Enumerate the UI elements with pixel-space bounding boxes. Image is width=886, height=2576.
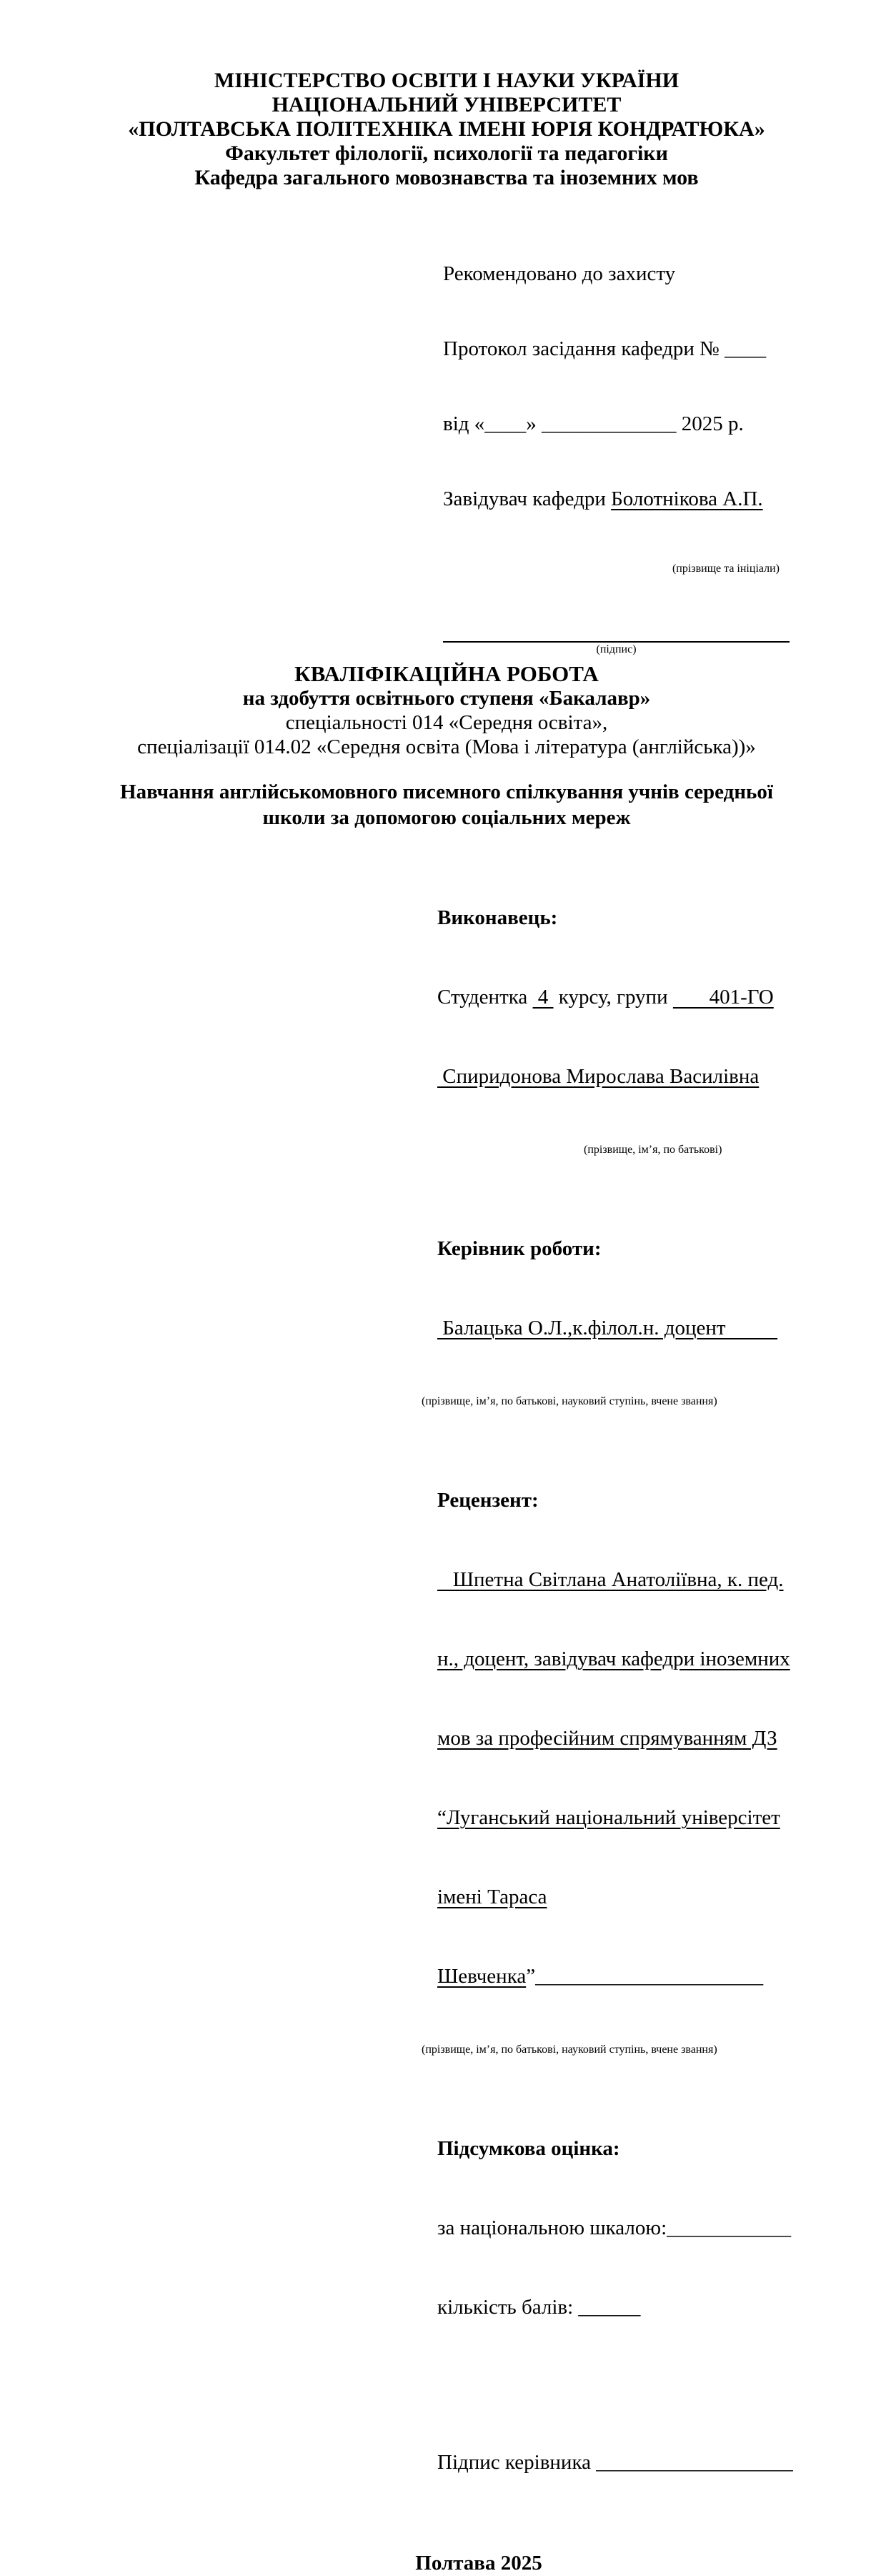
- work-type-block: [107, 662, 786, 759]
- student-course: 4: [532, 986, 554, 1009]
- recommended-line: Рекомендовано до захисту: [443, 262, 676, 285]
- department-line: Кафедра загального мовознавства та іноземних мов: [194, 166, 699, 189]
- department-head-line: [443, 487, 782, 512]
- credits-column: [422, 852, 795, 2529]
- reviewer-line: [437, 1725, 795, 1752]
- reviewer-text: н., доцент, завідувач кафедри іноземних: [437, 1648, 790, 1670]
- faculty-line: Факультет філології, психології та педагогіки: [225, 142, 668, 165]
- reviewer-caption: (прізвище, ім’я, по батькові, науковий ступінь, вчене звання): [422, 2044, 717, 2056]
- points-line: кількість балів: ______: [437, 2296, 641, 2319]
- university-line: НАЦІОНАЛЬНИЙ УНІВЕРСИТЕТ: [272, 93, 622, 117]
- reviewer-text: Шпетна Світлана Анатоліївна, к. пед.: [437, 1568, 784, 1591]
- student-prefix: Студентка: [437, 986, 533, 1009]
- reviewer-line: [437, 1884, 795, 1911]
- supervisor-name: Балацька О.Л.,к.філол.н. доцент: [437, 1317, 778, 1339]
- protocol-line: Протокол засідання кафедри № ____: [443, 337, 767, 360]
- student-name-caption: (прізвище, ім’я, по батькові): [584, 1144, 722, 1156]
- signature-caption: (підпис): [596, 643, 637, 655]
- reviewer-text: Шевченка: [437, 1965, 527, 1988]
- student-mid: курсу, групи: [553, 986, 673, 1009]
- reviewer-line: [437, 1646, 795, 1673]
- university-header: [107, 69, 786, 190]
- speciality-line: спеціальності 014 «Середня освіта»,: [285, 711, 608, 734]
- degree-line: на здобуття освітнього ступеня «Бакалавр»: [242, 687, 651, 710]
- reviewer-closing-blank: ”______________________: [526, 1965, 764, 1988]
- name-initials-caption: (прізвище та ініціали): [672, 563, 780, 575]
- department-head-name: Болотнікова А.П.: [611, 487, 763, 510]
- ministry-line: МІНІСТЕРСТВО ОСВІТИ І НАУКИ УКРАЇНИ: [214, 69, 680, 92]
- date-line: від «____» _____________ 2025 р.: [443, 412, 744, 435]
- reviewer-line: [437, 1567, 795, 1593]
- city-year: Полтава 2025: [415, 2552, 542, 2575]
- work-type-title: КВАЛІФІКАЦІЙНА РОБОТА: [294, 661, 599, 686]
- student-line: [437, 984, 795, 1011]
- thesis-title-line1: Навчання англійськомовного писемного спілкування учнів середньої: [120, 781, 773, 803]
- reviewer-label: Рецензент:: [437, 1489, 539, 1512]
- reviewer-line: [437, 1805, 795, 1831]
- reviewer-text: мов за професійним спрямуванням ДЗ: [437, 1727, 777, 1750]
- thesis-title: [107, 779, 786, 831]
- thesis-title-line2: школи за допомогою соціальних мереж: [262, 806, 631, 829]
- national-scale-line: за національною шкалою:____________: [437, 2216, 792, 2239]
- supervisor-label: Керівник роботи:: [437, 1237, 602, 1260]
- approval-block: [443, 212, 782, 625]
- reviewer-text: “Луганський національний універсітет: [437, 1806, 780, 1829]
- specialization-line: спеціалізації 014.02 «Середня освіта (Мова і література (англійська))»: [137, 735, 756, 758]
- reviewer-text: імені Тараса: [437, 1886, 547, 1908]
- spacer: [437, 2374, 795, 2397]
- student-group: 401-ГО: [672, 986, 774, 1009]
- supervisor-caption: (прізвище, ім’я, по батькові, науковий ступінь, вчене звання): [422, 1395, 717, 1407]
- department-head-prefix: Завідувач кафедри: [443, 487, 612, 510]
- supervisor-signature-line: Підпис керівника ___________________: [437, 2451, 793, 2474]
- signature-area: [443, 641, 790, 656]
- student-name-line: [437, 1064, 795, 1090]
- reviewer-last-line: [437, 1963, 795, 1990]
- executor-label: Виконавець:: [437, 906, 558, 929]
- supervisor-name-line: [437, 1315, 795, 1342]
- university-name-line: «ПОЛТАВСЬКА ПОЛІТЕХНІКА ІМЕНІ ЮРІЯ КОНДРАТЮКА»: [128, 117, 765, 141]
- final-grade-label: Підсумкова оцінка:: [437, 2137, 620, 2160]
- student-name: Спиридонова Мирослава Василівна: [437, 1065, 760, 1088]
